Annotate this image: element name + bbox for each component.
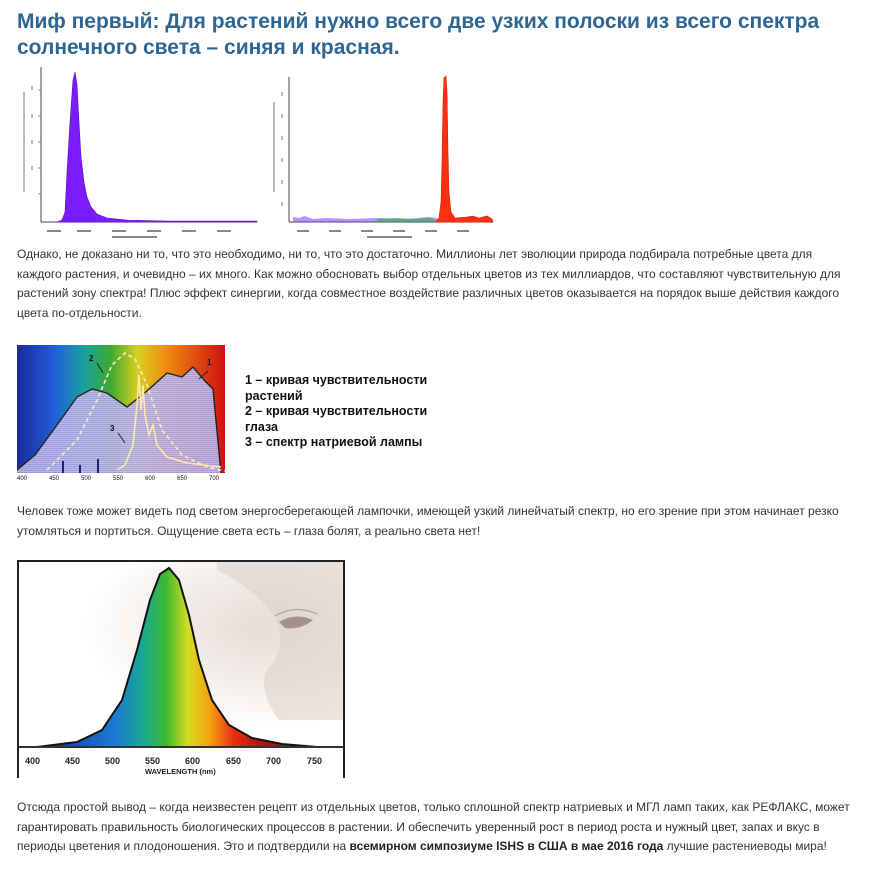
paragraph-3-part-1: Отсюда простой вывод – когда неизвестен рецепт из отдельных цветов, только сплошной спектр натриевых и МГЛ ламп таких, как РЕФЛАКС, может гарантировать правильность биологических процессов в растении. И обеспечить уверенный рост в период роста и нужный цвет, запах и вкус в периоды цветения и плодоношения. Это и подтвердили на	[17, 800, 850, 853]
fig2-tick-550: 550	[113, 476, 124, 481]
legend-line-4: глаза	[245, 419, 278, 434]
legend-line-3: 2 – кривая чувствительности	[245, 404, 428, 418]
fig2-tick-650: 650	[177, 476, 188, 481]
curve-label-1: 1	[207, 358, 212, 367]
fig3-tick-500: 500	[105, 756, 121, 766]
legend-line-1: 1 – кривая чувствительности	[245, 373, 428, 387]
legend-line-5: 3 – спектр натриевой лампы	[245, 435, 423, 449]
symposium-highlight: всемирном симпозиуме ISHS в США в мае 2016 года	[349, 839, 664, 853]
fig3-tick-400: 400	[25, 756, 41, 766]
paragraph-3-part-2: лучшие растениеводы мира!	[663, 839, 827, 853]
fig2-tick-700: 700	[209, 476, 220, 481]
blue-peak	[57, 72, 257, 222]
blue-spectrum-panel	[23, 67, 257, 238]
fig3-tick-450: 450	[65, 756, 81, 766]
red-spectrum-panel	[273, 76, 493, 238]
fig3-tick-600: 600	[185, 756, 201, 766]
fig3-tick-650: 650	[226, 756, 242, 766]
fig2-tick-600: 600	[145, 476, 156, 481]
fig3-tick-550: 550	[145, 756, 161, 766]
paragraph-3	[17, 798, 857, 857]
page-heading: Миф первый: Для растений нужно всего две узких полоски из всего спектра солнечного света – синяя и красная.	[17, 10, 820, 59]
fig3-tick-750: 750	[307, 756, 323, 766]
fig2-tick-450: 450	[49, 476, 60, 481]
paragraph-1: Однако, не доказано ни то, что это необходимо, ни то, что это достаточно. Миллионы лет эволюции природа подбирала потребные цвета для каждого растения, и очевидно – их много. Как можно обосновать выбор отдельных цветов из тех миллиардов, что составляют чувствительную для растений зону спектра! Плюс эффект синергии, когда совместное воздействие различных цветов оказывается на порядок выше действия каждого цвета по-отдельности.	[17, 247, 841, 320]
narrowband-spectra-figure	[17, 62, 497, 240]
figure-legend	[245, 373, 427, 451]
fig3-axis-label: WAVELENGTH (nm)	[145, 767, 216, 776]
red-peak	[435, 76, 493, 222]
paragraph-2: Человек тоже может видеть под светом энергосберегающей лампочки, имеющей узкий линейчатый спектр, но его зрение при этом начинает резко утомляться и портиться. Ощущение света есть – глаза болят, а реально света нет!	[17, 504, 839, 538]
fig2-tick-500: 500	[81, 476, 92, 481]
sensitivity-curves-figure	[17, 345, 225, 481]
curve-label-2: 2	[89, 354, 94, 363]
eye-sensitivity-figure	[17, 560, 345, 778]
fig2-tick-400: 400	[17, 476, 28, 481]
curve-label-3: 3	[110, 424, 115, 433]
fig3-tick-700: 700	[266, 756, 282, 766]
legend-line-2: растений	[245, 388, 303, 403]
